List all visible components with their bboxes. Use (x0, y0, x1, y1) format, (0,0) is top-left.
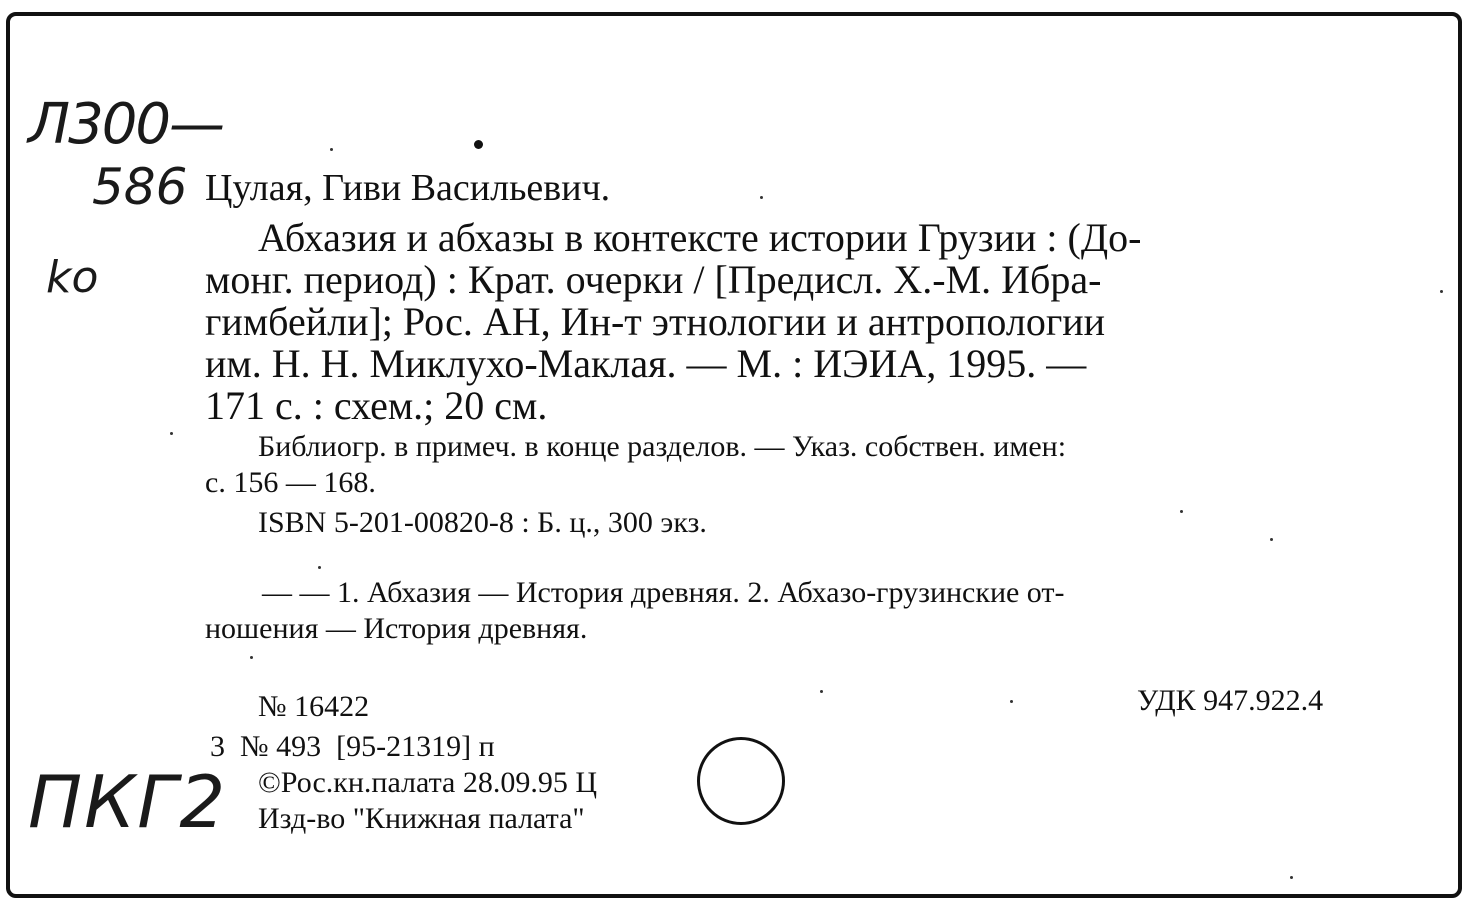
speck (760, 196, 763, 199)
subjects-line-2: ношения — История древняя. (205, 612, 588, 645)
title-line-1: Абхазия и абхазы в контексте истории Грузии : (До- (258, 215, 1142, 260)
speck (820, 690, 823, 693)
speck (170, 432, 173, 435)
publisher-line: Изд-во "Книжная палата" (258, 802, 585, 835)
subjects-line-1: — — 1. Абхазия — История древняя. 2. Абхазо-грузинские от- (262, 576, 1065, 609)
speck (330, 148, 333, 151)
notes-line-1: Библиогр. в примеч. в конце разделов. — Указ. собствен. имен: (258, 430, 1067, 463)
book-chamber-line: ©Рос.кн.палата 28.09.95 Ц (258, 766, 598, 799)
speck (1270, 538, 1273, 541)
speck (250, 656, 253, 659)
udc-code: УДК 947.922.4 (1137, 684, 1324, 717)
speck (1010, 700, 1013, 703)
title-line-3: гимбейли]; Рос. АН, Ин-т этнологии и антропологии (205, 299, 1106, 344)
bottom-handwritten-mark: ПКГ2 (28, 760, 228, 844)
isbn-line: ISBN 5-201-00820-8 : Б. ц., 300 экз. (258, 506, 707, 539)
title-line-5: 171 с. : схем.; 20 см. (205, 383, 548, 428)
speck (1440, 290, 1443, 293)
shelfmark-line1: Л300— (28, 92, 223, 157)
notes-line-2: с. 156 — 168. (205, 466, 376, 499)
record-number: № 16422 (258, 690, 370, 723)
ink-dot (474, 140, 483, 149)
speck (1290, 876, 1293, 879)
speck (1180, 510, 1183, 513)
circle-stamp (697, 737, 785, 825)
title-line-4: им. Н. Н. Миклухо-Маклая. — М. : ИЭИА, 1995. — (205, 341, 1087, 386)
shelfmark-line2: 586 (92, 158, 188, 216)
registration-line: 3 № 493 [95-21319] п (210, 730, 495, 763)
speck (318, 566, 321, 569)
shelfmark-mark: ko (46, 252, 99, 303)
title-line-2: монг. период) : Крат. очерки / [Предисл. Х.-М. Ибра- (205, 257, 1102, 302)
author-heading: Цулая, Гиви Васильевич. (205, 167, 611, 209)
